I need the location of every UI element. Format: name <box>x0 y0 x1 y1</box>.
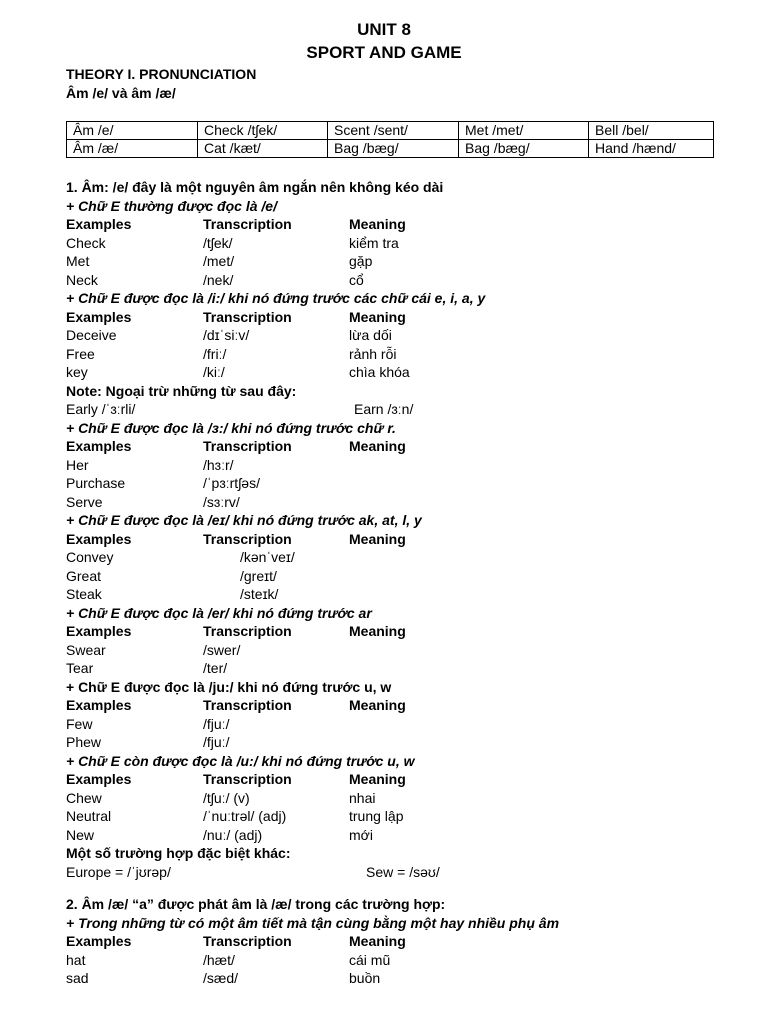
column-headers <box>66 530 726 549</box>
example-row <box>66 969 726 988</box>
example-word: Chew <box>66 789 102 806</box>
transcription-header: Transcription <box>203 530 292 547</box>
example-row <box>66 733 726 752</box>
example-word: Her <box>66 456 89 473</box>
meaning-header: Meaning <box>349 438 406 454</box>
sound-pair-heading: Âm /e/ và âm /æ/ <box>66 85 176 101</box>
table-cell: Hand /hænd/ <box>589 140 714 158</box>
example-row <box>66 326 726 345</box>
example-transcription: /ter/ <box>203 660 228 676</box>
example-transcription: /tʃuː/ (v) <box>203 789 250 806</box>
rule-heading: + Chữ E được đọc là /ɜ:/ khi nó đứng trước chữ r. <box>66 419 396 436</box>
example-word: Deceive <box>66 327 117 343</box>
examples-header: Examples <box>66 623 132 639</box>
theory-heading: THEORY I. PRONUNCIATION <box>66 66 257 82</box>
title-line-1: UNIT 8 <box>357 20 411 39</box>
example-transcription: /friː/ <box>203 345 227 362</box>
example-transcription: /ˈnuːtrəl/ (adj) <box>203 808 287 824</box>
column-headers <box>66 932 726 951</box>
example-word: Swear <box>66 641 106 658</box>
example-transcription: /sæd/ <box>203 970 239 986</box>
example-meaning: lừa dối <box>349 327 392 343</box>
example-row <box>66 271 726 290</box>
rule-heading: + Chữ E được đọc là /i:/ khi nó đứng trước các chữ cái e, i, a, y <box>66 290 486 306</box>
rule-heading: + Chữ E được đọc là /eɪ/ khi nó đứng trước ak, at, l, y <box>66 512 422 528</box>
example-word: Neck <box>66 271 98 288</box>
example-meaning: rảnh rỗi <box>349 345 397 362</box>
example-meaning: cổ <box>349 271 364 288</box>
example-row <box>66 567 726 586</box>
column-headers <box>66 622 726 641</box>
note-heading: Note: Ngoại trừ những từ sau đây: <box>66 382 297 399</box>
meaning-header: Meaning <box>349 530 406 547</box>
example-row <box>66 807 726 826</box>
example-row <box>66 826 726 845</box>
section-1-heading: 1. Âm: /e/ đây là một nguyên âm ngắn nên không kéo dài <box>66 179 444 195</box>
example-transcription: /hæt/ <box>203 951 235 968</box>
example-row <box>66 715 726 734</box>
table-cell: Bell /bel/ <box>589 122 714 140</box>
example-meaning: gặp <box>349 253 373 269</box>
note-left: Early /ˈɜːrli/ <box>66 401 136 417</box>
table-cell: Cat /kæt/ <box>198 140 328 158</box>
example-meaning: nhai <box>349 789 376 806</box>
example-meaning: cái mũ <box>349 951 391 968</box>
example-row <box>66 659 726 678</box>
examples-header: Examples <box>66 438 132 454</box>
table-cell: Check /tʃek/ <box>198 122 328 140</box>
transcription-header: Transcription <box>203 771 292 787</box>
example-meaning: trung lập <box>349 808 404 824</box>
example-meaning: buồn <box>349 970 381 986</box>
example-row <box>66 456 726 475</box>
example-transcription: /ˈpɜːrtʃəs/ <box>203 475 260 491</box>
examples-header: Examples <box>66 530 132 547</box>
table-row <box>67 122 714 140</box>
meaning-header: Meaning <box>349 697 406 713</box>
example-word: Met <box>66 253 90 269</box>
example-word: Tear <box>66 660 94 676</box>
example-row <box>66 951 726 970</box>
example-transcription: /sɜːrv/ <box>203 493 240 510</box>
section-2-heading: 2. Âm /æ/ “a” được phát âm là /æ/ trong các trường hợp: <box>66 896 446 912</box>
example-row <box>66 474 726 493</box>
example-transcription: /nuː/ (adj) <box>203 826 263 843</box>
document-body <box>66 178 726 988</box>
example-row <box>66 234 726 253</box>
special-cases-row <box>66 863 726 882</box>
title-line-2: SPORT AND GAME <box>306 43 462 62</box>
example-row <box>66 493 726 512</box>
example-word: Check <box>66 234 106 251</box>
examples-header: Examples <box>66 308 132 325</box>
meaning-header: Meaning <box>349 216 406 232</box>
example-transcription: /dɪˈsiːv/ <box>203 327 250 343</box>
example-transcription: /kiː/ <box>203 364 225 380</box>
rule-heading: + Chữ E còn được đọc là /u:/ khi nó đứng trước u, w <box>66 752 415 769</box>
table-cell: Âm /e/ <box>67 122 198 140</box>
transcription-header: Transcription <box>203 933 292 949</box>
rule-heading: + Chữ E thường được đọc là /e/ <box>66 197 277 214</box>
example-transcription: /hɜːr/ <box>203 456 234 473</box>
example-transcription: /tʃek/ <box>203 234 233 251</box>
example-word: key <box>66 364 88 380</box>
example-row <box>66 252 726 271</box>
transcription-header: Transcription <box>203 308 292 325</box>
table-row <box>67 140 714 158</box>
meaning-header: Meaning <box>349 771 406 787</box>
table-cell: Âm /æ/ <box>67 140 198 158</box>
example-word: Neutral <box>66 808 112 824</box>
rule-heading: + Chữ E được đọc là /ju:/ khi nó đứng trước u, w <box>66 678 392 695</box>
example-transcription: /met/ <box>203 253 235 269</box>
examples-header: Examples <box>66 933 132 949</box>
column-headers <box>66 215 726 234</box>
section-gap <box>66 881 726 895</box>
rule-heading: + Chữ E được đọc là /er/ khi nó đứng trước ar <box>66 604 372 621</box>
example-word: Great <box>66 567 102 584</box>
special-cases-heading: Một số trường hợp đặc biệt khác: <box>66 845 291 861</box>
transcription-header: Transcription <box>203 216 292 232</box>
example-transcription: /swer/ <box>203 641 241 658</box>
table-cell: Met /met/ <box>459 122 589 140</box>
example-word: sad <box>66 970 89 986</box>
example-transcription: /nek/ <box>203 271 234 288</box>
table-cell: Scent /sent/ <box>328 122 459 140</box>
examples-header: Examples <box>66 771 132 787</box>
example-word: Few <box>66 715 93 732</box>
example-transcription: /fjuː/ <box>203 715 230 732</box>
example-transcription: /kənˈveɪ/ <box>240 549 295 565</box>
table-cell: Bag /bæg/ <box>328 140 459 158</box>
example-meaning: mới <box>349 826 373 843</box>
transcription-header: Transcription <box>203 623 292 639</box>
example-word: Steak <box>66 586 102 602</box>
example-word: Free <box>66 345 95 362</box>
example-row <box>66 789 726 808</box>
example-row <box>66 548 726 567</box>
example-row <box>66 363 726 382</box>
column-headers <box>66 770 726 789</box>
transcription-header: Transcription <box>203 438 292 454</box>
example-word: hat <box>66 951 86 968</box>
example-word: Purchase <box>66 475 126 491</box>
examples-header: Examples <box>66 697 132 713</box>
meaning-header: Meaning <box>349 308 406 325</box>
example-word: New <box>66 826 95 843</box>
table-cell: Bag /bæg/ <box>459 140 589 158</box>
column-headers <box>66 308 726 327</box>
note-right: Earn /ɜːn/ <box>354 401 414 417</box>
rule-heading: + Trong những từ có một âm tiết mà tận cùng bằng một hay nhiều phụ âm <box>66 914 560 931</box>
column-headers <box>66 696 726 715</box>
example-word: Phew <box>66 734 102 750</box>
example-word: Serve <box>66 493 103 510</box>
example-row <box>66 345 726 364</box>
special-left: Europe = /ˈjʊrəp/ <box>66 863 171 880</box>
note-row <box>66 400 726 419</box>
special-right: Sew = /səʊ/ <box>366 863 440 880</box>
example-row <box>66 585 726 604</box>
example-meaning: chìa khóa <box>349 364 410 380</box>
example-transcription: /steɪk/ <box>240 586 279 602</box>
example-transcription: /ɡreɪt/ <box>240 567 277 584</box>
sound-comparison-table <box>66 121 714 158</box>
example-word: Convey <box>66 549 114 565</box>
meaning-header: Meaning <box>349 933 406 949</box>
example-row <box>66 641 726 660</box>
example-transcription: /fjuː/ <box>203 734 230 750</box>
examples-header: Examples <box>66 216 132 232</box>
column-headers <box>66 437 726 456</box>
example-meaning: kiểm tra <box>349 234 399 251</box>
meaning-header: Meaning <box>349 623 406 639</box>
transcription-header: Transcription <box>203 697 292 713</box>
